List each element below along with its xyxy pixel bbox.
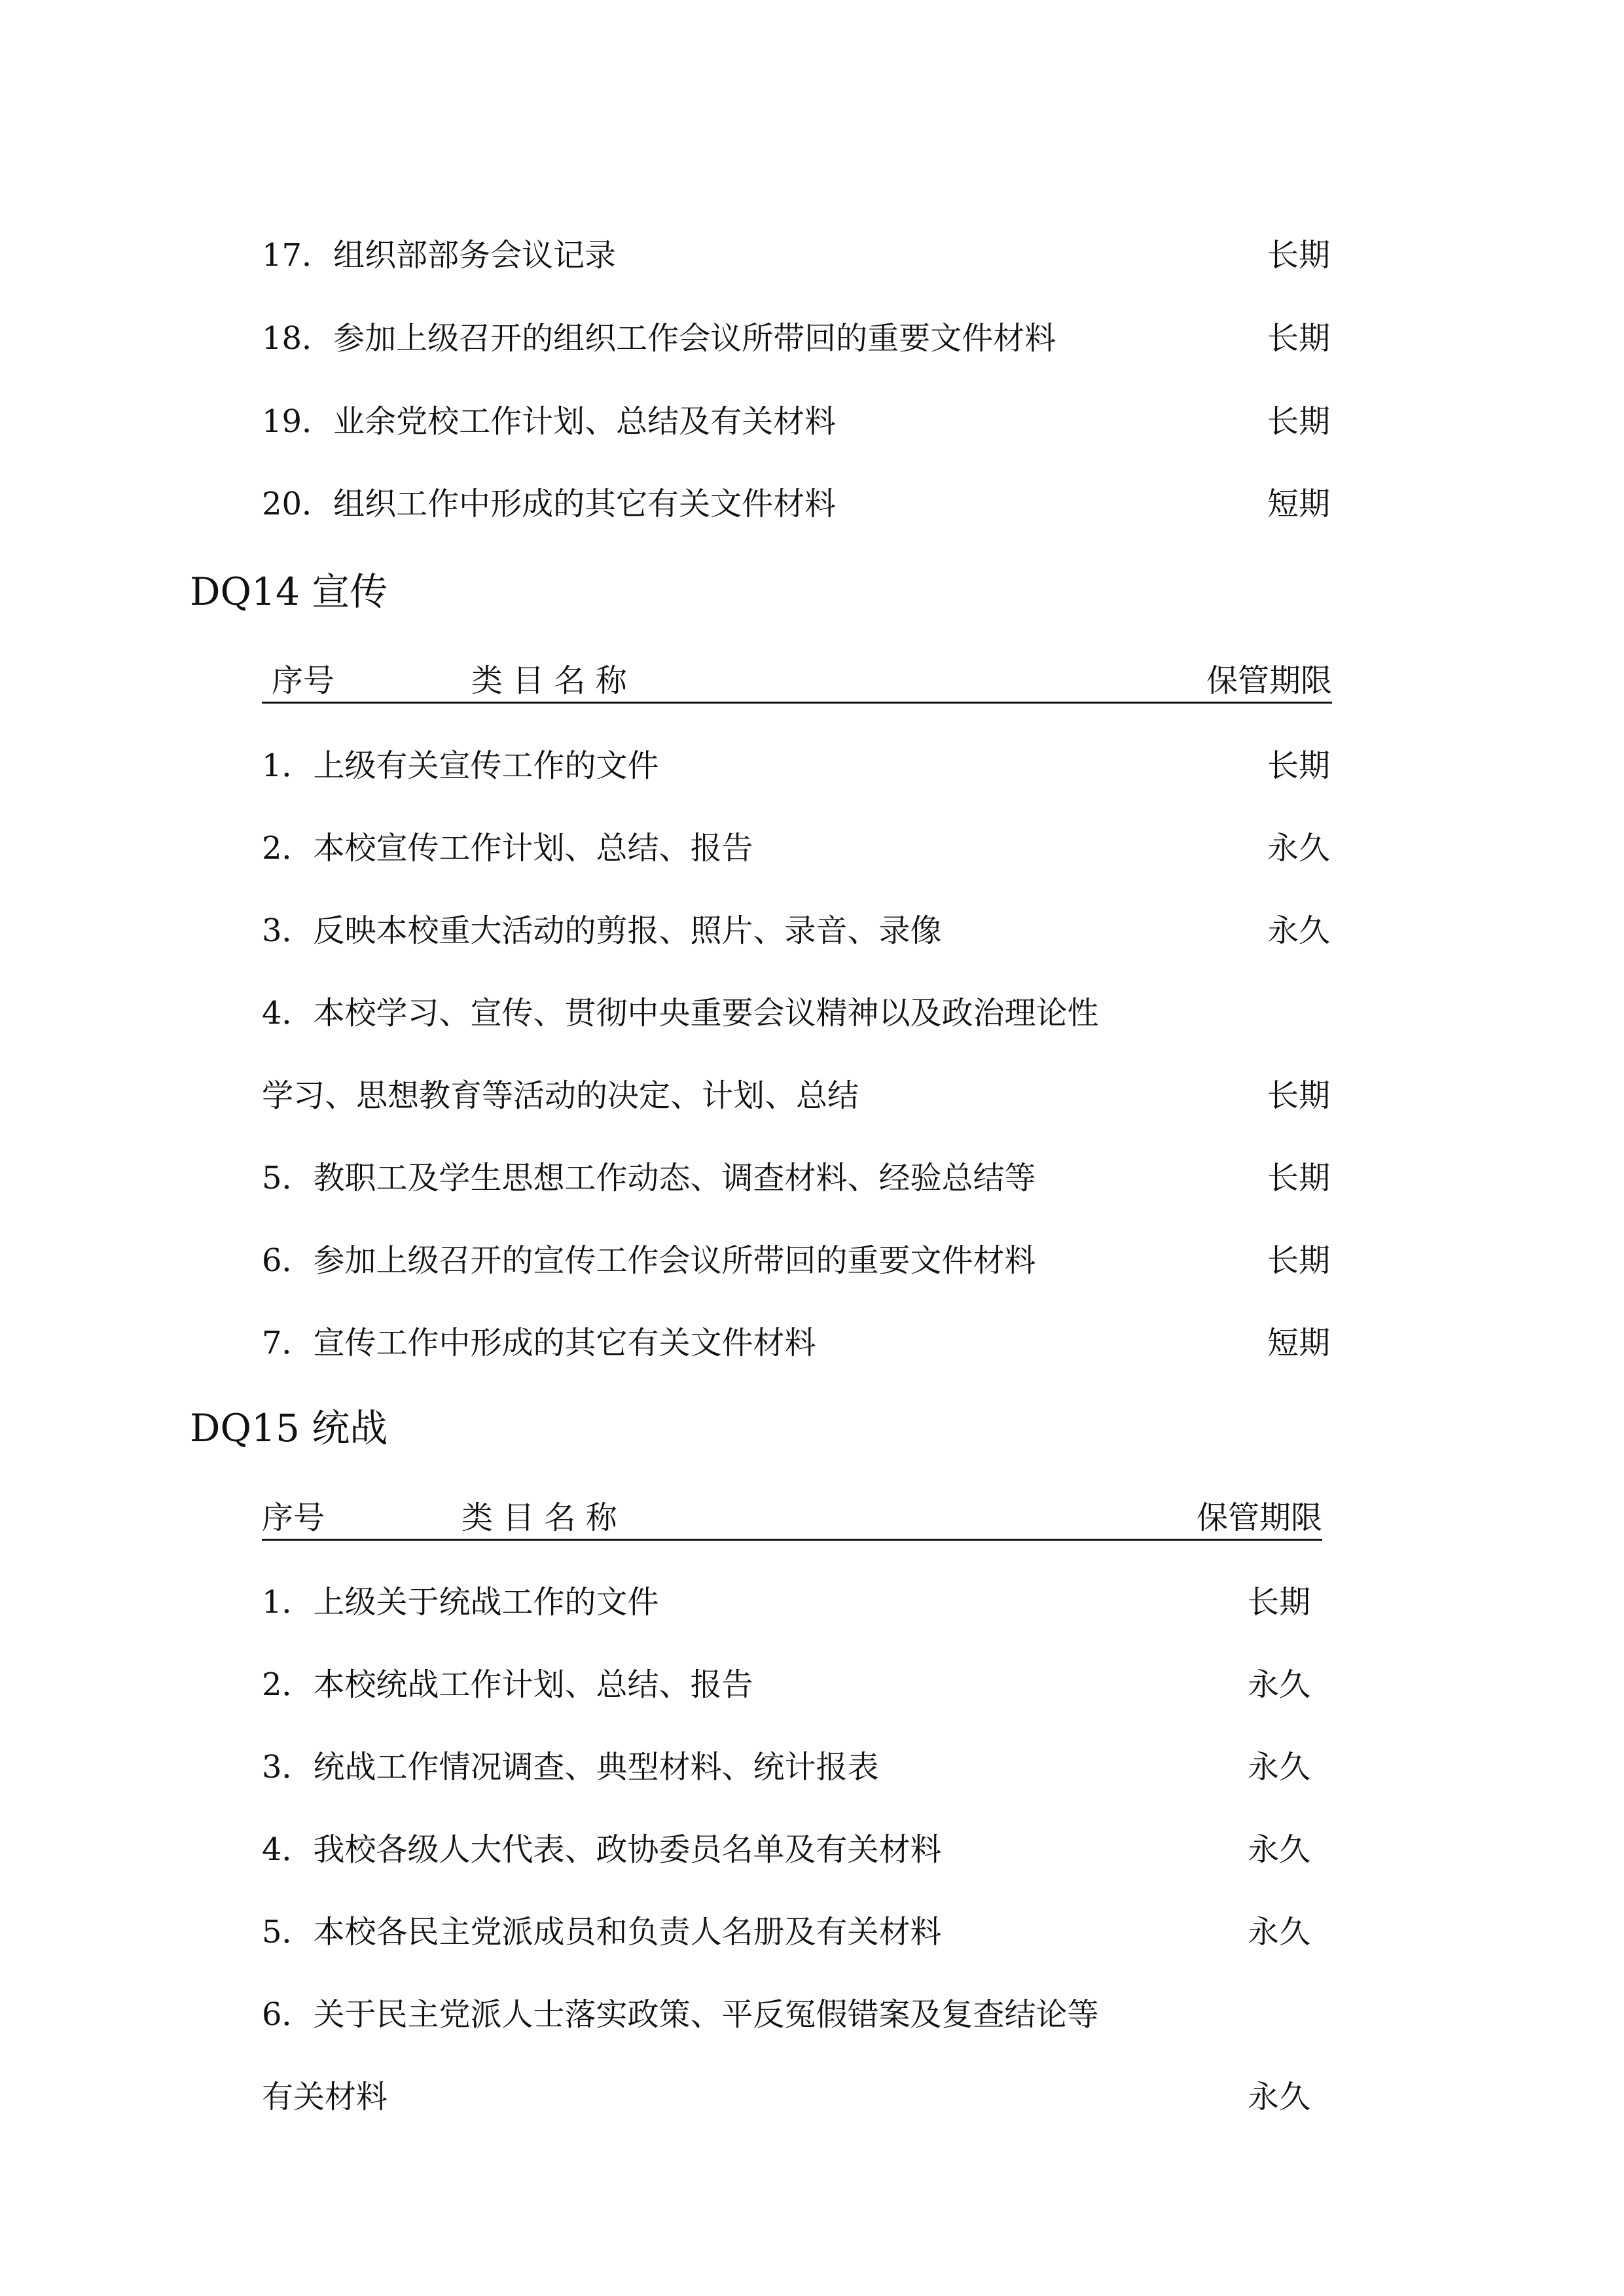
list-item-text: 2．本校宣传工作计划、总结、报告 [262, 830, 753, 867]
retention-period: 永久 [1267, 830, 1330, 867]
retention-period: 短期 [1267, 486, 1330, 522]
table-header [262, 660, 1332, 704]
retention-period: 长期 [1247, 1584, 1310, 1621]
header-col-serial: 序号 [272, 662, 335, 699]
header-col-name: 类 目 名 称 [471, 662, 627, 699]
retention-period: 长期 [1267, 1242, 1330, 1279]
list-item-text: 6．参加上级召开的宣传工作会议所带回的重要文件材料 [262, 1242, 1036, 1279]
list-item-text: 有关材料 [262, 2079, 388, 2115]
list-item-text: 3．反映本校重大活动的剪报、照片、录音、录像 [262, 912, 942, 949]
list-item-text: 3．统战工作情况调查、典型材料、统计报表 [262, 1749, 879, 1785]
list-item-text: 1．上级关于统战工作的文件 [262, 1584, 659, 1621]
list-item-text: 19．业余党校工作计划、总结及有关材料 [262, 403, 837, 440]
section-title: DQ15 统战 [190, 1406, 388, 1450]
list-item-text: 4．本校学习、宣传、贯彻中央重要会议精神以及政治理论性 [262, 995, 1099, 1031]
retention-period: 长期 [1267, 237, 1330, 274]
list-item-text: 17．组织部部务会议记录 [262, 237, 617, 274]
retention-period: 长期 [1267, 403, 1330, 440]
list-item-text: 学习、思想教育等活动的决定、计划、总结 [262, 1077, 859, 1114]
list-item-text: 2．本校统战工作计划、总结、报告 [262, 1666, 753, 1703]
retention-period: 永久 [1247, 1914, 1310, 1950]
retention-period: 永久 [1247, 2079, 1310, 2115]
list-item-text: 20．组织工作中形成的其它有关文件材料 [262, 486, 837, 522]
list-item-text: 1．上级有关宣传工作的文件 [262, 747, 659, 784]
list-item-text: 4．我校各级人大代表、政协委员名单及有关材料 [262, 1831, 942, 1868]
retention-period: 短期 [1267, 1325, 1330, 1361]
retention-period: 永久 [1267, 912, 1330, 949]
header-col-period: 保管期限 [1196, 1499, 1322, 1536]
retention-period: 永久 [1247, 1666, 1310, 1703]
list-item-text: 6．关于民主党派人士落实政策、平反冤假错案及复查结论等 [262, 1996, 1099, 2033]
header-col-name: 类 目 名 称 [461, 1499, 617, 1536]
header-col-serial: 序号 [262, 1499, 325, 1536]
retention-period: 永久 [1247, 1831, 1310, 1868]
list-item-text: 5．本校各民主党派成员和负责人名册及有关材料 [262, 1914, 942, 1950]
retention-period: 长期 [1267, 320, 1330, 357]
retention-period: 长期 [1267, 1160, 1330, 1196]
section-title: DQ14 宣传 [190, 569, 388, 614]
list-item-text: 18．参加上级召开的组织工作会议所带回的重要文件材料 [262, 320, 1056, 357]
retention-period: 永久 [1247, 1749, 1310, 1785]
retention-period: 长期 [1267, 1077, 1330, 1114]
list-item-text: 5．教职工及学生思想工作动态、调查材料、经验总结等 [262, 1160, 1036, 1196]
table-header [262, 1497, 1322, 1541]
header-col-period: 保管期限 [1206, 662, 1332, 699]
list-item-text: 7．宣传工作中形成的其它有关文件材料 [262, 1325, 816, 1361]
retention-period: 长期 [1267, 747, 1330, 784]
